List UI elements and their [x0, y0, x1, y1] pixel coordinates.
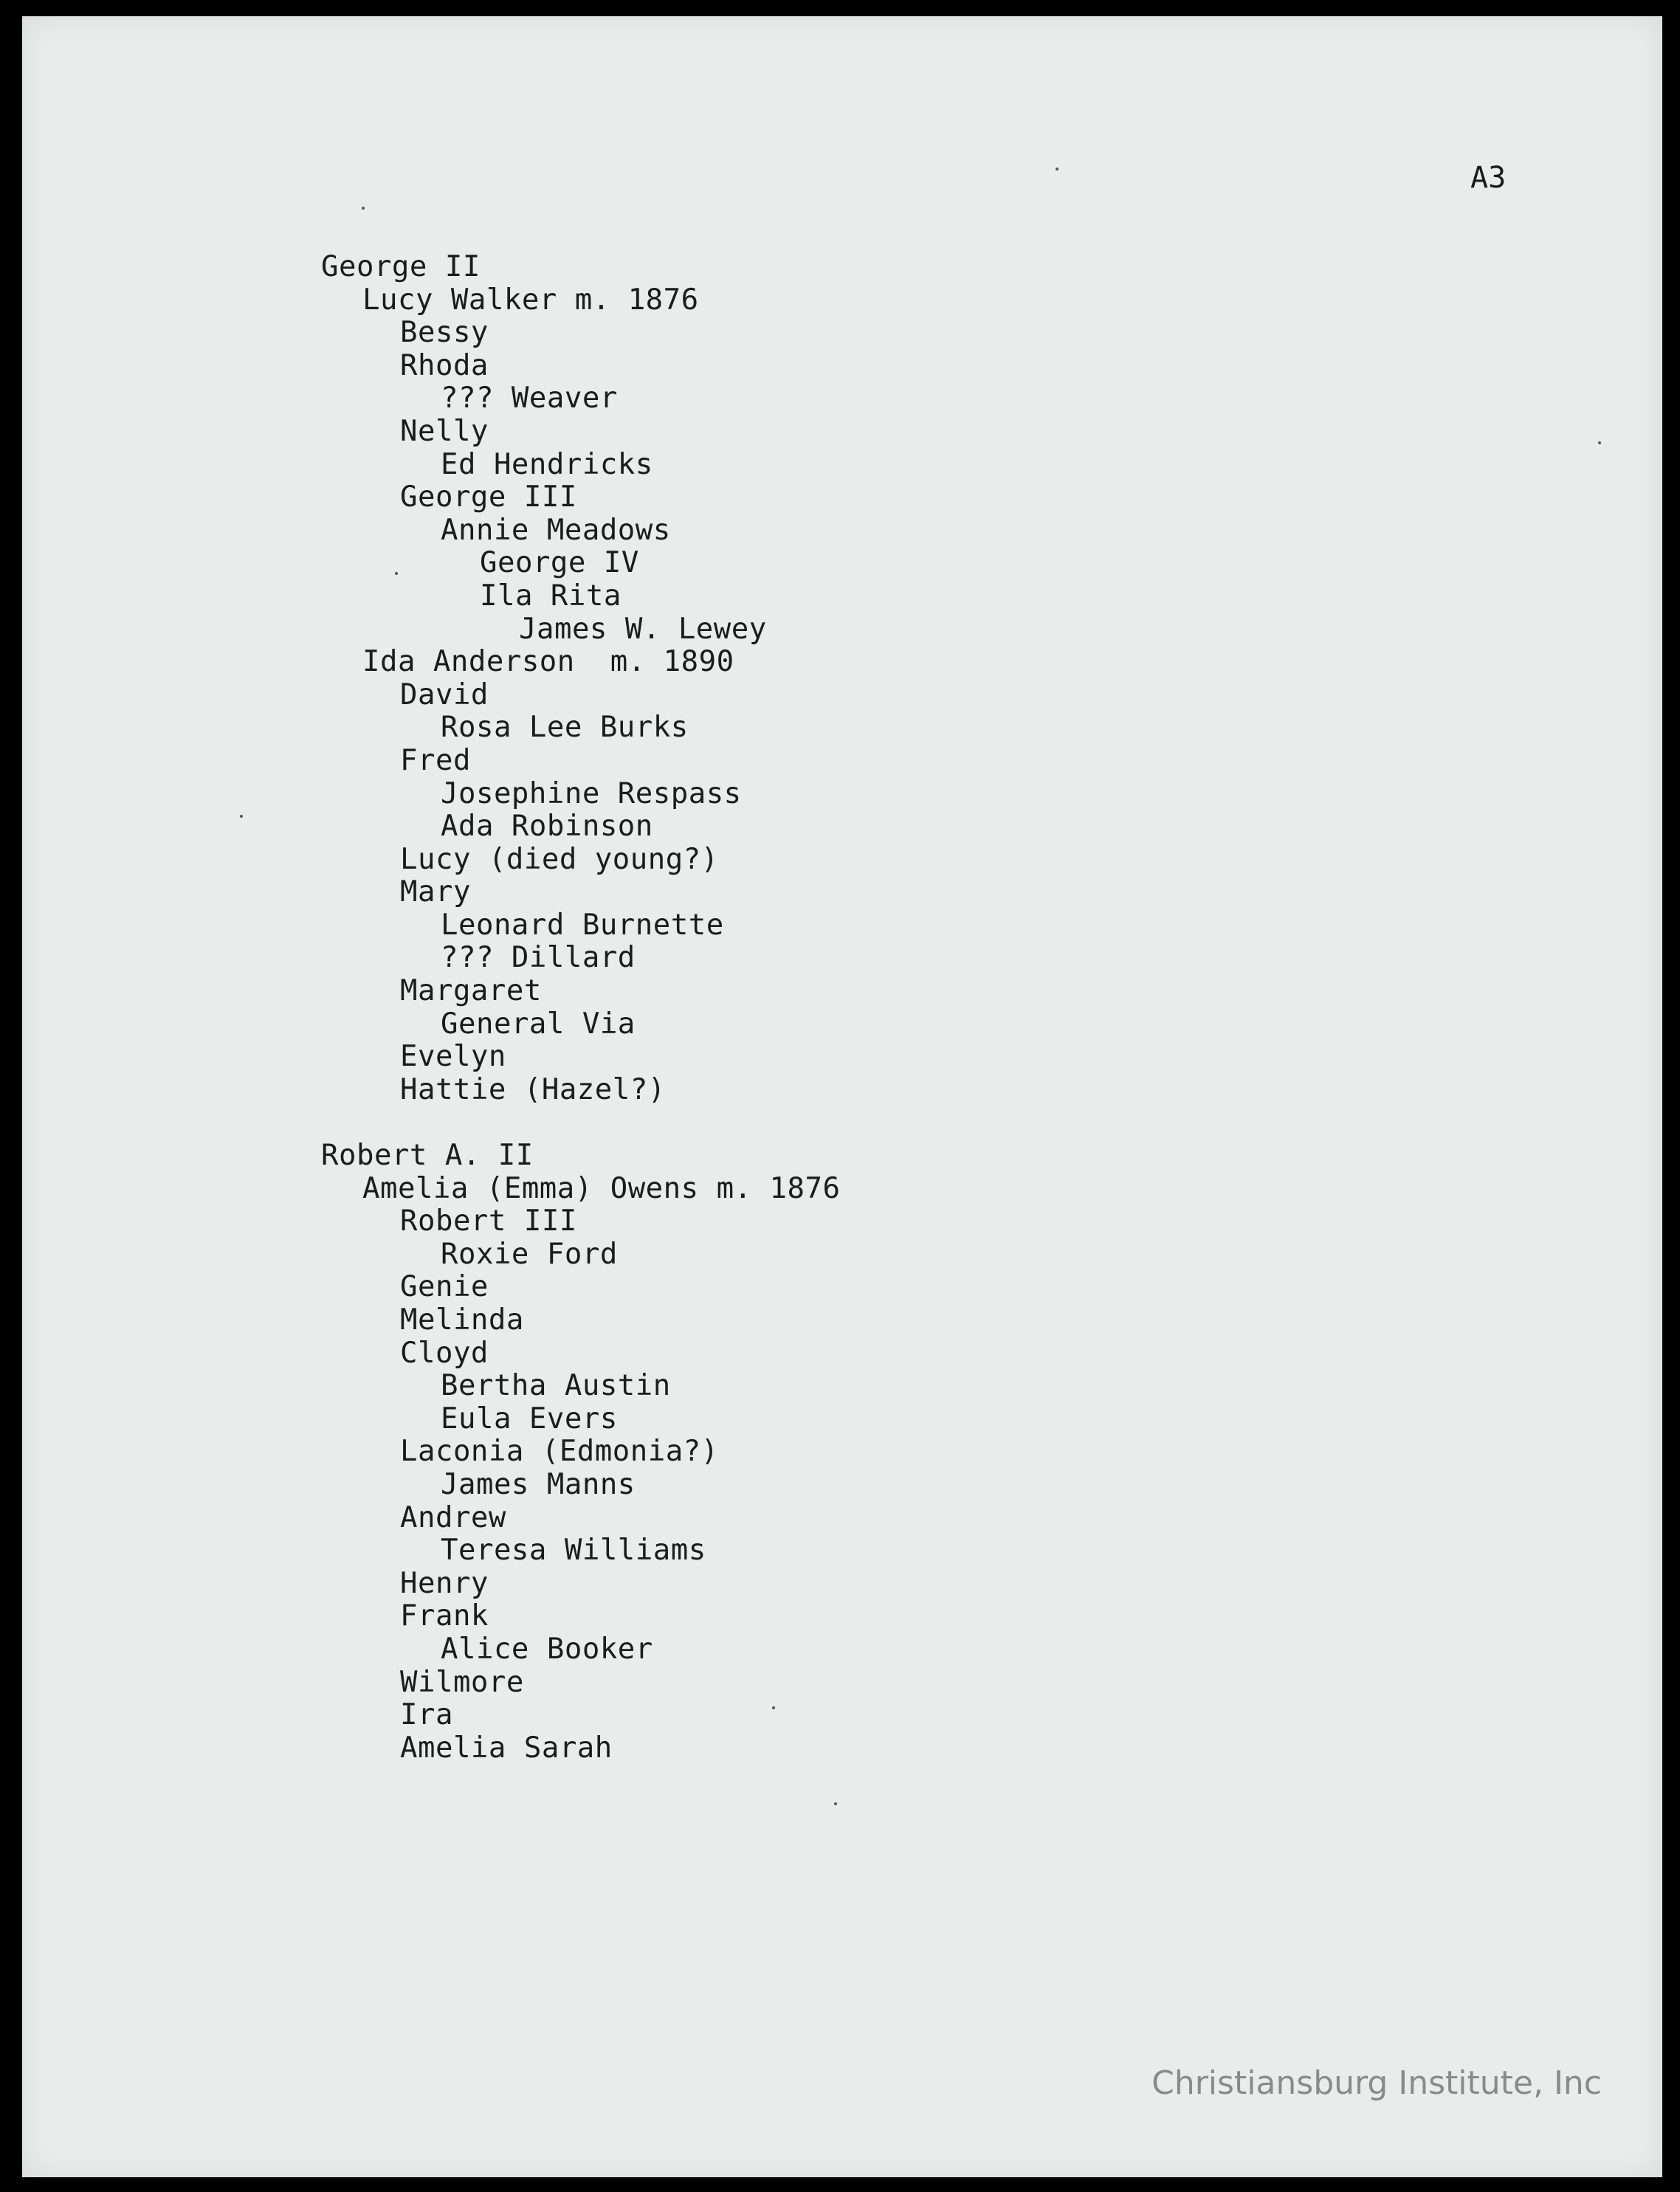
paper-speck	[240, 815, 243, 818]
paper-speck	[1598, 441, 1601, 444]
descendant-entry: Bertha Austin	[441, 1369, 671, 1403]
descendant-entry: Josephine Respass	[441, 776, 742, 810]
section-gap	[321, 1106, 840, 1140]
descendant-entry: Eula Evers	[441, 1402, 618, 1436]
descendant-entry: Henry	[400, 1566, 489, 1600]
descendant-entry: ??? Dillard	[441, 941, 636, 975]
descendant-entry: Alice Booker	[441, 1632, 653, 1666]
spouse-entry: Ida Anderson m. 1890	[362, 645, 734, 679]
family-head: Robert A. II	[321, 1139, 534, 1173]
descendant-entry: Nelly	[400, 414, 489, 448]
descendant-entry: James W. Lewey	[519, 612, 767, 646]
descendant-entry: Bessy	[400, 316, 489, 350]
descendant-entry: Annie Meadows	[441, 513, 671, 547]
descendant-entry: George IV	[480, 546, 639, 580]
paper-sheet	[22, 16, 1662, 2177]
descendant-entry: General Via	[441, 1007, 636, 1041]
page-number-label: A3	[1470, 161, 1507, 195]
spouse-entry: Amelia (Emma) Owens m. 1876	[362, 1171, 841, 1205]
descendant-entry: Melinda	[400, 1303, 524, 1337]
descendant-entry: Cloyd	[400, 1336, 489, 1370]
descendant-entry: George III	[400, 480, 577, 514]
paper-speck	[1056, 168, 1058, 170]
descendant-entry: David	[400, 678, 489, 711]
descendant-entry: Andrew	[400, 1500, 506, 1534]
descendant-entry: Ada Robinson	[441, 810, 653, 844]
descendant-entry: Frank	[400, 1599, 489, 1633]
descendant-entry: ??? Weaver	[441, 382, 618, 416]
descendant-entry: Ila Rita	[480, 579, 622, 613]
descendant-entry: Rosa Lee Burks	[441, 711, 689, 745]
descendant-entry: Robert III	[400, 1204, 577, 1238]
descendant-entry: Teresa Williams	[441, 1534, 706, 1568]
descendant-entry: Lucy (died young?)	[400, 842, 719, 876]
descendant-entry: Margaret	[400, 974, 542, 1008]
descendant-entry: Laconia (Edmonia?)	[400, 1435, 719, 1469]
descendant-entry: Ira	[400, 1698, 453, 1732]
descendant-entry: Genie	[400, 1270, 489, 1304]
descendant-entry: Amelia Sarah	[400, 1731, 613, 1765]
descendant-entry: Roxie Ford	[441, 1237, 618, 1271]
descendant-entry: Fred	[400, 743, 471, 777]
descendant-entry: Hattie (Hazel?)	[400, 1072, 666, 1106]
descendant-entry: Ed Hendricks	[441, 447, 653, 481]
descendant-entry: Mary	[400, 875, 471, 909]
descendant-entry: Evelyn	[400, 1040, 506, 1074]
spouse-entry: Lucy Walker m. 1876	[362, 283, 699, 317]
paper-speck	[362, 207, 365, 210]
descendant-entry: Leonard Burnette	[441, 908, 724, 942]
descendant-entry: Rhoda	[400, 348, 489, 382]
descendant-entry: James Manns	[441, 1467, 636, 1501]
family-head: George II	[321, 250, 481, 283]
paper-speck	[834, 1802, 837, 1805]
descendant-entry: Wilmore	[400, 1665, 524, 1699]
genealogy-list	[321, 251, 840, 1765]
watermark: Christiansburg Institute, Inc	[1151, 2064, 1602, 2102]
